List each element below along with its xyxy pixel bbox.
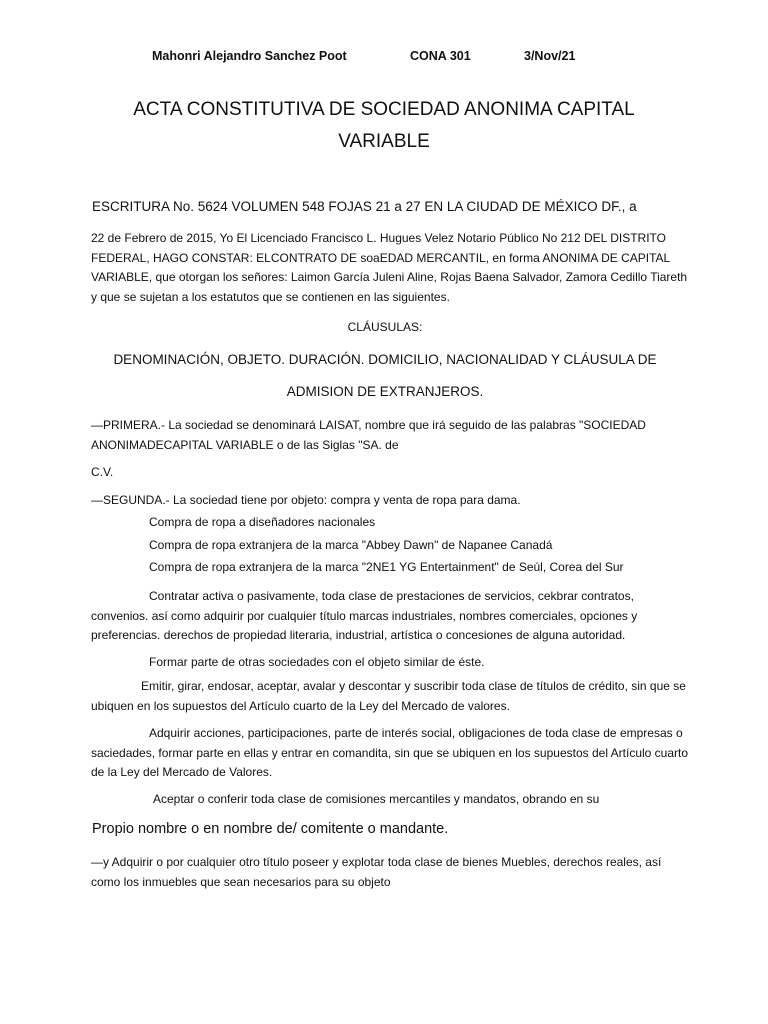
paragraph-propio: Propio nombre o en nombre de/ comitente o mandante. <box>92 821 449 837</box>
header-course: CONA 301 <box>410 49 471 63</box>
intro-paragraph: 22 de Febrero de 2015, Yo El Licenciado Francisco L. Hugues Velez Notario Público No 212 DEL DISTRITO FEDERAL, HAGO CONSTAR: ELCONTRATO DE soaEDAD MERCANTIL, en forma ANONIMA DE CAPITAL VARIABLE, que otorgan los señores: Laimon García Juleni Aline, Rojas Baena Salvador, Zamora Cedillo Tiareth y que se sujetan a los estatutos que se contienen en las siguientes. <box>91 231 688 304</box>
title-line-1: ACTA CONSTITUTIVA DE SOCIEDAD ANONIMA CAPITAL <box>133 99 635 120</box>
section-heading-line-2: ADMISION DE EXTRANJEROS. <box>286 384 484 399</box>
object-item-2: Compra de ropa extranjera de la marca "Abbey Dawn" de Napanee Canadá <box>149 538 553 552</box>
paragraph-contratar: Contratar activa o pasivamente, toda clase de prestaciones de servicios, cekbrar contratos, convenios. así como adquirir por cualquier título marcas industriales, nombres comerciales, opciones y preferencias. derechos de propiedad literaria, industrial, artística o concesiones de alguna autoridad. <box>91 589 638 642</box>
paragraph-formar: Formar parte de otras sociedades con el objeto similar de éste. <box>149 655 485 669</box>
paragraph-adquirir: Adquirir acciones, participaciones, parte de interés social, obligaciones de toda clase de empresas o saciedades, formar parte en ellas y entrar en comandita, sin que se ubiquen en los supuestos del Artículo cuarto de la Ley del Mercado de Valores. <box>91 726 689 779</box>
object-item-1: Compra de ropa a diseñadores nacionales <box>149 515 376 529</box>
escritura-line: ESCRITURA No. 5624 VOLUMEN 548 FOJAS 21 a 27 EN LA CIUDAD DE MÉXICO DF., a <box>92 199 637 214</box>
cv-text: C.V. <box>91 465 114 479</box>
clause-primera: —PRIMERA.- La sociedad se denominará LAISAT, nombre que irá seguido de las palabras "SOCIEDAD ANONIMADECAPITAL VARIABLE o de las Siglas "SA. de <box>91 418 646 452</box>
document-title <box>90 94 678 158</box>
clausulas-label: CLÁUSULAS: <box>347 320 423 334</box>
header-author: Mahonri Alejandro Sanchez Poot <box>152 49 347 63</box>
paragraph-emitir: Emitir, girar, endosar, aceptar, avalar y descontar y suscribir toda clase de títulos de crédito, sin que se ubiquen en los supuestos del Artículo cuarto de la Ley del Mercado de valores. <box>91 679 686 713</box>
clause-segunda: —SEGUNDA.- La sociedad tiene por objeto: compra y venta de ropa para dama. <box>91 493 521 507</box>
header-date: 3/Nov/21 <box>524 49 576 63</box>
paragraph-aceptar: Aceptar o conferir toda clase de comisiones mercantiles y mandatos, obrando en su <box>153 792 600 806</box>
paragraph-adquirir-bienes: —y Adquirir o por cualquier otro título poseer y explotar toda clase de bienes Muebles, derechos reales, así como los inmuebles que sean necesarios para su objeto <box>91 855 662 889</box>
object-item-3: Compra de ropa extranjera de la marca "2NE1 YG Entertainment" de Seúl, Corea del Sur <box>149 560 624 574</box>
section-heading-line-1: DENOMINACIÓN, OBJETO. DURACIÓN. DOMICILIO, NACIONALIDAD Y CLÁUSULA DE <box>113 352 657 367</box>
title-line-2: VARIABLE <box>338 131 430 152</box>
